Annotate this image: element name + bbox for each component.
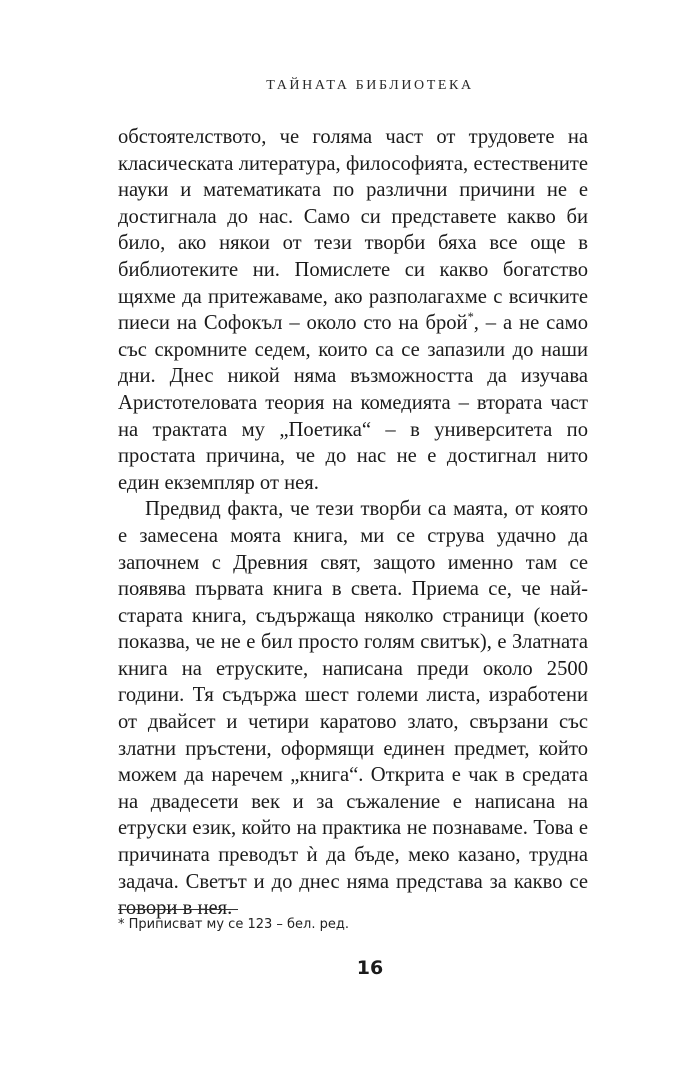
paragraph: Предвид факта, че тези творби са маята, от която е замесена моята книга, ми се струва удачно да започнем с Древния свят, защото именно там се появява първата книга в света. Приема се, че най-старата книга, съдържаща няколко страници (което показва, че не е бил просто голям свитък), е Златната книга на етруските, написана преди около 2500 години. Тя съдържа шест големи листа, изработени от двайсет и четири каратово злато, свързани със златни пръстени, оформящи единен предмет, който можем да наречем „книга“. Открита е чак в средата на двадесети век и за съжаление е написана на етруски език, който на практика не познаваме. Това е причината преводът ѝ да бъде, меко казано, трудна задача. Светът и до днес няма представа за какво се говори в нея. <box>118 498 588 920</box>
footnote-marker: * <box>467 310 474 325</box>
body-text <box>118 124 588 922</box>
paragraph-text-continued: , – а не само със скромните седем, които са се запазили до наши дни. Днес никой няма възможността да изучава Аристотеловата теория на комедията – втората част на трактата му „Поетика“ – в университета по простата причина, че до нас не е достигнал нито един екземпляр от нея. <box>118 312 588 494</box>
page-number: 16 <box>356 957 384 979</box>
paragraph <box>118 124 588 496</box>
footnote: * Приписват му се 123 – бел. ред. <box>118 917 349 932</box>
running-head: ТАЙНАТА БИБЛИОТЕКА <box>266 78 474 93</box>
footnote-divider <box>118 909 238 910</box>
paragraph-text: обстоятелството, че голяма част от трудовете на класическата литература, философията, естествените науки и математиката по различни причини не е достигнала до нас. Само си представете какво би било, ако някои от тези творби бяха все още в библиотеките ни. Помислете си какво богатство щяхме да притежаваме, ако разполагахме с всичките пиеси на Софокъл – около сто на брой <box>118 126 588 335</box>
